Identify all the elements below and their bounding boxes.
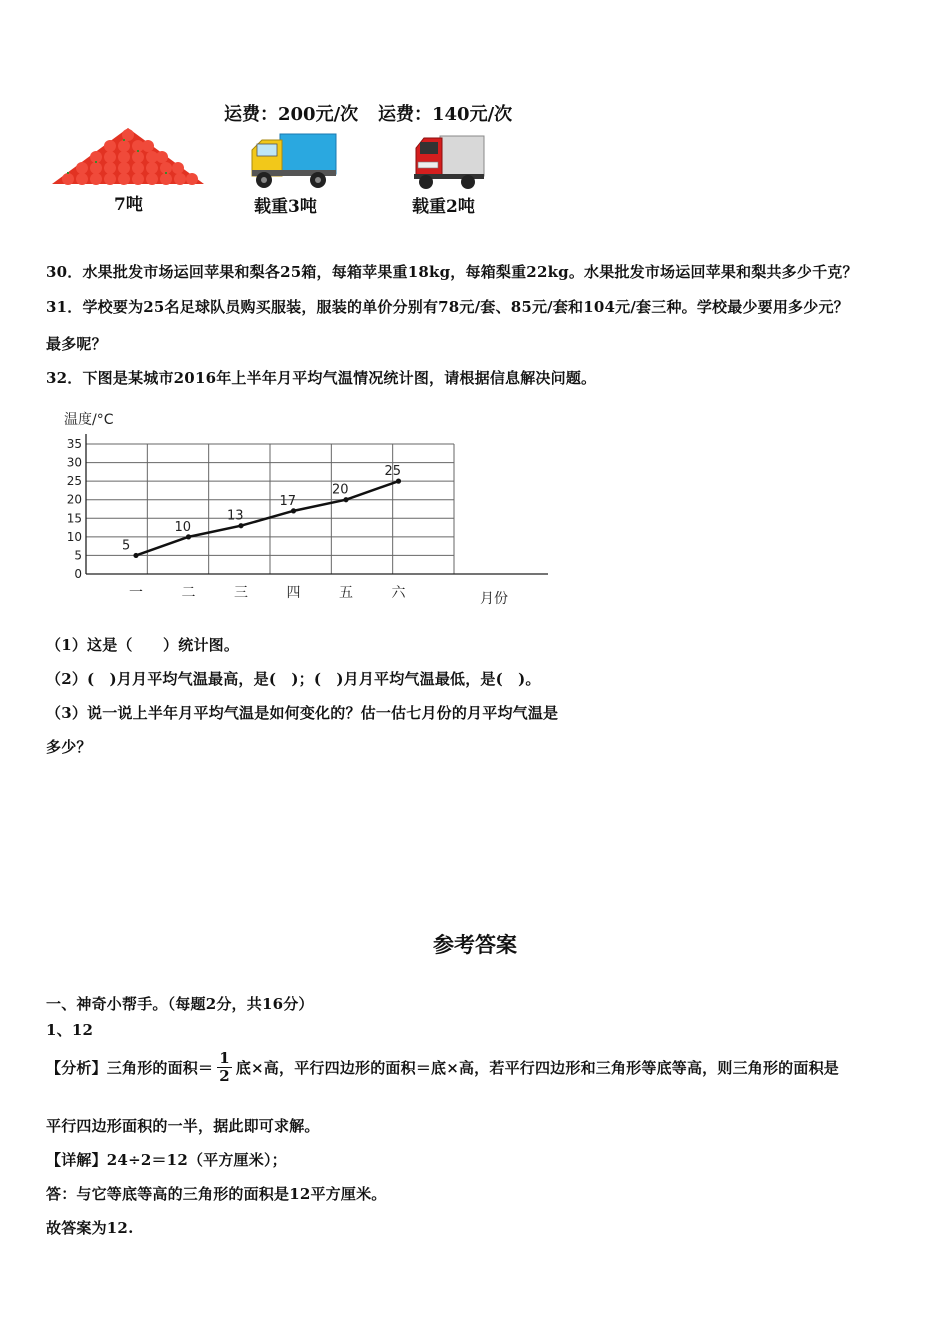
tomato-pile-image (48, 124, 208, 190)
answer-1-number: 1、12 (46, 1021, 94, 1039)
chart-y-tick-label: 5 (74, 548, 82, 563)
chart-x-tick-label: 五 (339, 585, 353, 601)
answers-section-1: 一、神奇小帮手。（每题2分，共16分） (46, 995, 314, 1013)
red-truck-caption: 载重2吨 (412, 197, 475, 217)
question-31-line-1: 31．学校要为25名足球队员购买服装，服装的单价分别有78元/套、85元/套和104元/套三种。学校最少要用多少元？ (46, 298, 849, 316)
temperature-line-chart (58, 404, 558, 614)
chart-y-tick-label: 10 (66, 529, 82, 544)
analysis-prefix: 【分析】三角形的面积＝ (46, 1058, 214, 1077)
question-30: 30．水果批发市场运回苹果和梨各25箱，每箱苹果重18kg，每箱梨重22kg。水果批发市场运回苹果和梨共多少千克？ (46, 263, 858, 281)
answer-1-analysis-line-2: 平行四边形面积的一半，据此即可求解。 (46, 1117, 320, 1135)
answer-1-analysis (46, 1050, 839, 1084)
sub-question-1: （1）这是（ ）统计图。 (46, 636, 240, 654)
fraction-denominator: 2 (219, 1066, 230, 1085)
chart-x-tick-label: 六 (391, 585, 406, 601)
chart-data-labels (122, 464, 401, 553)
chart-y-tick-label: 0 (74, 567, 82, 581)
chart-y-axis-label: 温度/°C (64, 412, 114, 428)
sub-question-3-line-1: （3）说一说上半年月平均气温是如何变化的？估一估七月份的月平均气温是 (46, 704, 559, 722)
question-31-line-2: 最多呢？ (46, 335, 107, 353)
chart-data-point (133, 553, 138, 558)
chart-x-tick-label: 四 (286, 585, 301, 601)
chart-y-tick-label: 20 (66, 492, 82, 507)
chart-data-label: 20 (332, 482, 349, 498)
answers-title: 参考答案 (433, 932, 517, 957)
sub-question-2: （2）( )月月平均气温最高，是( )；( )月月平均气温最低，是( )。 (46, 670, 541, 688)
fraction-numerator: 1 (219, 1049, 230, 1067)
chart-x-tick-label: 三 (234, 585, 248, 601)
freight-label-large-truck: 运费：200元/次 (224, 104, 359, 125)
analysis-suffix: 底×高，平行四边形的面积＝底×高，若平行四边形和三角形等底等高，则三角形的面积是 (235, 1058, 839, 1077)
chart-data-point (186, 534, 191, 539)
tomato-caption: 7吨 (114, 195, 143, 215)
chart-y-ticks (67, 437, 82, 581)
fraction-one-half (217, 1050, 232, 1084)
question-32: 32．下图是某城市2016年上半年月平均气温情况统计图，请根据信息解决问题。 (46, 369, 597, 387)
chart-x-ticks (129, 585, 407, 601)
chart-data-point (291, 508, 296, 513)
chart-data-label: 13 (227, 508, 244, 524)
red-truck-image (412, 132, 486, 192)
chart-data-point (343, 497, 348, 502)
answer-1-detail: 【详解】24÷2＝12（平方厘米）； (46, 1151, 287, 1169)
answer-1-final: 故答案为12. (46, 1219, 134, 1237)
chart-data-point (238, 523, 243, 528)
blue-truck-caption: 载重3吨 (254, 197, 317, 217)
chart-x-tick-label: 二 (181, 585, 196, 601)
chart-x-tick-label: 一 (129, 585, 143, 601)
chart-data-label: 10 (174, 519, 192, 535)
chart-axes (86, 434, 548, 574)
chart-y-tick-label: 25 (66, 474, 82, 489)
chart-data-point (396, 479, 401, 484)
blue-truck-image (248, 130, 340, 192)
answer-1-statement: 答：与它等底等高的三角形的面积是12平方厘米。 (46, 1185, 387, 1203)
chart-y-tick-label: 30 (66, 455, 82, 470)
chart-x-axis-label: 月份 (480, 591, 508, 607)
freight-label-small-truck: 运费：140元/次 (378, 104, 513, 125)
chart-y-tick-label: 15 (66, 511, 82, 526)
chart-data-label: 5 (122, 538, 131, 554)
chart-data-label: 17 (279, 493, 297, 509)
sub-question-3-line-2: 多少？ (46, 738, 92, 756)
chart-data-label: 25 (384, 464, 402, 480)
chart-y-tick-label: 35 (66, 437, 82, 451)
